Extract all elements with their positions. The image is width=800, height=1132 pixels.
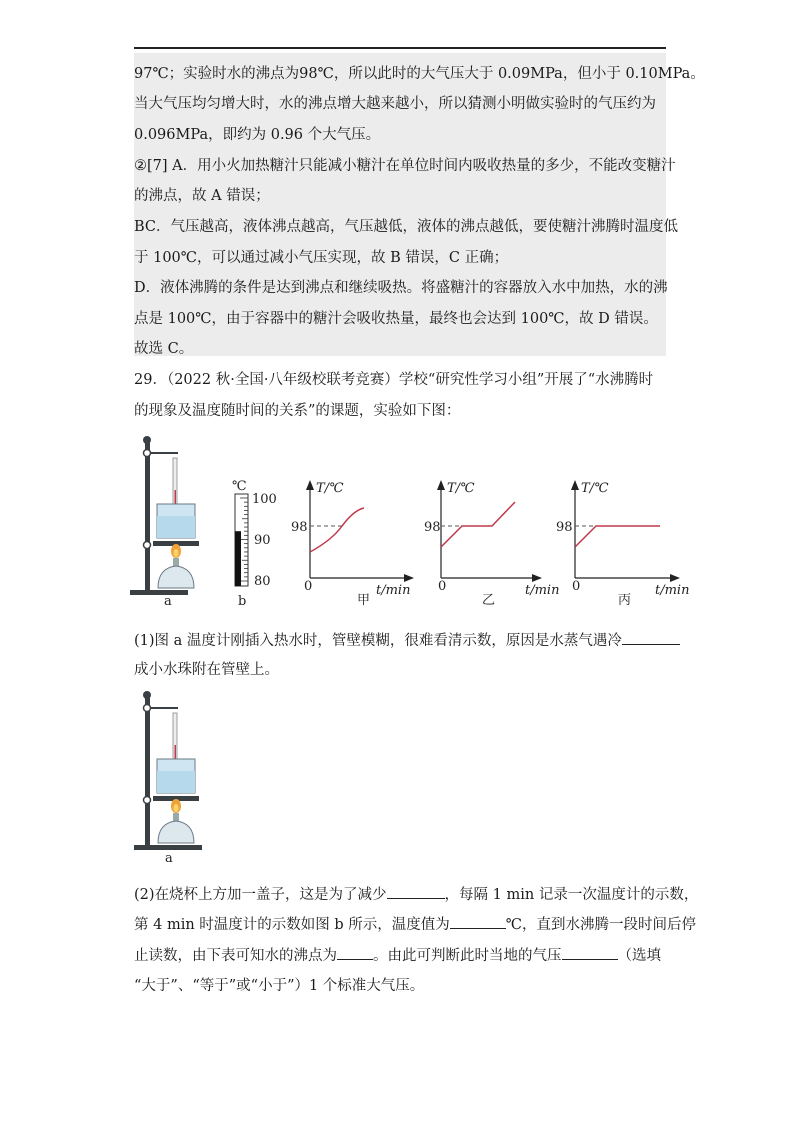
apparatus-a-repeat [120,685,220,865]
answer-blank[interactable] [337,945,373,960]
question-text: 29．（2022 秋·全国·八年级校联考竞赛）学校“研究性学习小组”开展了“水沸腾时 [134,372,654,388]
thermometer-b [232,479,277,609]
part2-text: 第 4 min 时温度计的示数如图 b 所示，温度值为 [134,917,450,933]
graph-bing-x-label: t/min [655,583,690,598]
part2-line-3 [134,945,661,966]
graph-label-bing: 丙 [618,593,632,608]
graph-jia-98: 98 [291,520,308,535]
part2-text: (2)在烧杯上方加一盖子，这是为了减少 [134,887,387,903]
graph-jia-y-label: T/℃ [316,481,344,496]
graph-bing [556,480,689,608]
answer-blank[interactable] [562,945,618,960]
thermo-tick-100: 100 [252,492,277,507]
part2-text: ℃，直到水沸腾一段时间后停 [505,917,697,933]
answer-line: BC．气压越高，液体沸点越高，气压越低，液体的沸点越低，要使糖汁沸腾时温度低 [134,219,679,235]
answer-line: 当大气压均匀增大时，水的沸点增大越来越小，所以猜测小明做实验时的气压约为 [134,96,656,112]
part1-line-2: 成小水珠附在管壁上。 [134,662,279,678]
thermo-liquid-column [235,531,241,586]
answer-line: 故选 C。 [134,341,194,357]
thermo-unit: ℃ [232,479,247,494]
figure-label-b: b [238,594,247,609]
figure-label-a-repeat: a [165,851,173,865]
graph-bing-origin: 0 [572,579,581,594]
thermo-tick-90: 90 [254,533,271,548]
answer-line: 0.096MPa，即约为 0.96 个大气压。 [134,127,381,143]
apparatus-a [130,436,199,609]
part2-text: 止读数，由下表可知水的沸点为 [134,948,337,964]
answer-line: D．液体沸腾的条件是达到沸点和继续吸热。将盛糖汁的容器放入水中加热，水的沸 [134,280,668,296]
answer-line: 97℃；实验时水的沸点为98℃，所以此时的大气压大于 0.09MPa，但小于 0.10MPa。 [134,66,705,82]
experiment-figures [120,430,690,610]
answer-line: 点是 100℃，由于容器中的糖汁会吸收热量，最终也会达到 100℃，故 D 错误。 [134,311,658,327]
part2-line-1 [134,884,698,905]
part1-line [134,630,680,651]
graph-bing-y-label: T/℃ [581,481,609,496]
graph-bing-98: 98 [556,520,573,535]
part2-text: 。由此可判断此时当地的气压 [373,948,562,964]
part1-text: (1)图 a 温度计刚插入热水时，管壁模糊，很难看清示数，原因是水蒸气遇冷 [134,633,622,649]
graph-yi-y-label: T/℃ [447,481,475,496]
graph-label-yi: 乙 [482,593,496,608]
graph-yi-98: 98 [424,520,441,535]
graph-jia-x-label: t/min [376,583,411,598]
top-rule [134,47,666,49]
part2-line-4: “大于”、“等于”或“小于”）1 个标准大气压。 [134,978,425,994]
answer-line: 的沸点，故 A 错误； [134,188,270,204]
graph-label-jia: 甲 [357,593,371,608]
answer-blank[interactable] [622,630,680,645]
thermo-tick-80: 80 [254,574,271,589]
question-text: 的现象及温度随时间的关系”的课题，实验如下图： [134,403,461,419]
graph-yi [424,480,559,608]
part2-line-2 [134,914,696,935]
graph-jia [291,480,414,608]
answer-blank[interactable] [450,914,506,929]
answer-line: 于 100℃，可以通过减小气压实现，故 B 错误，C 正确； [134,250,509,266]
answer-blank[interactable] [387,884,445,899]
graph-yi-origin: 0 [438,579,447,594]
part2-text: （选填 [617,948,661,964]
part2-text: ，每隔 1 min 记录一次温度计的示数， [444,887,699,903]
figure-label-a: a [164,594,172,609]
graph-yi-x-label: t/min [525,583,560,598]
graph-jia-origin: 0 [304,579,313,594]
answer-line: ②[7] A．用小火加热糖汁只能减小糖汁在单位时间内吸收热量的多少，不能改变糖汁 [134,158,676,174]
